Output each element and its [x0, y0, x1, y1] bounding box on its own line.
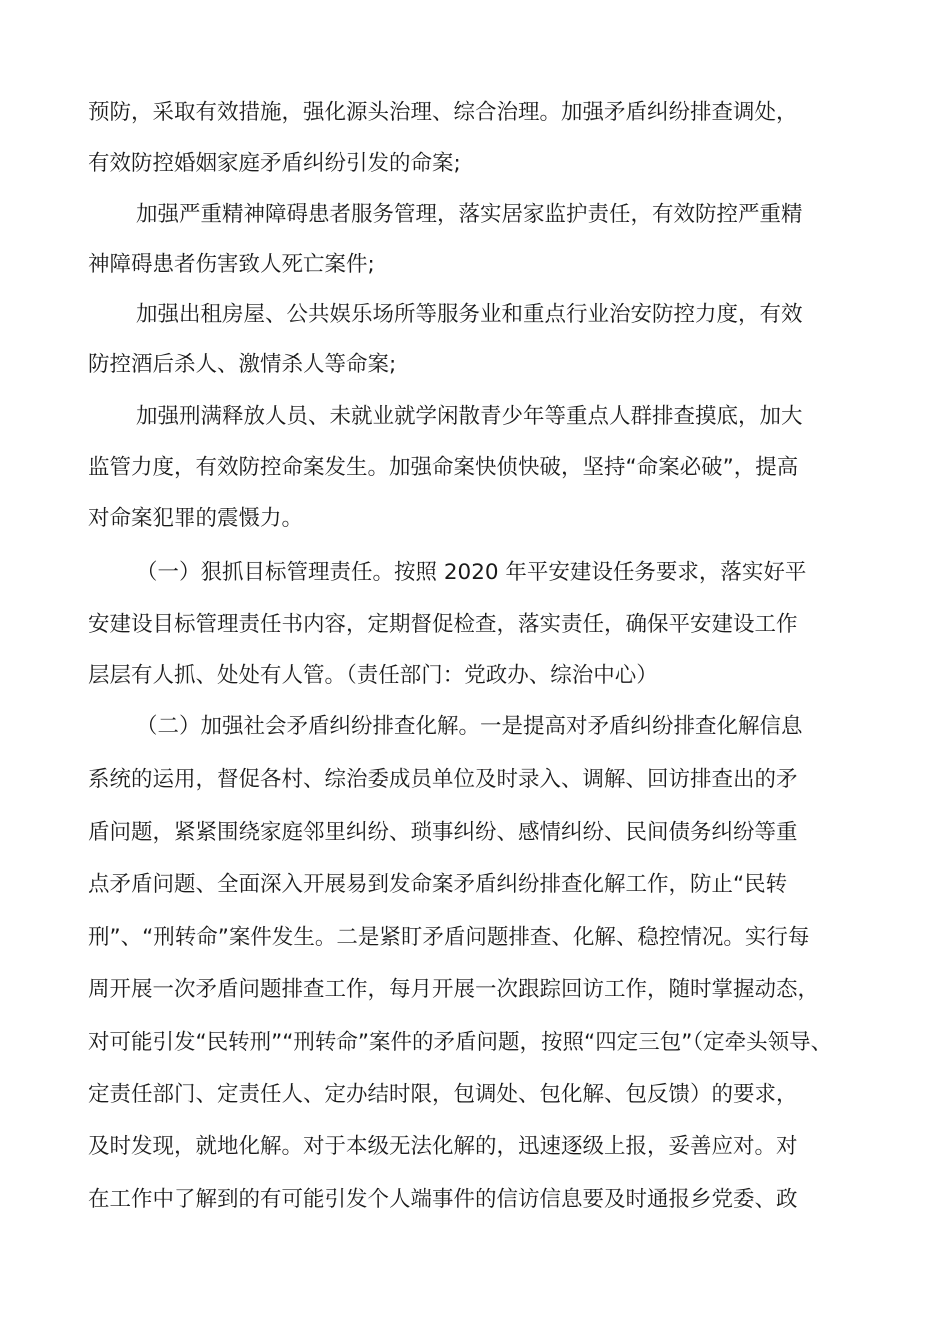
text-line: 加强刑满释放人员、未就业就学闲散青少年等重点人群排查摸底，加大	[136, 404, 803, 429]
text-line: 在工作中了解到的有可能引发个人端事件的信访信息要及时通报乡党委、政	[88, 1187, 798, 1212]
text-line: 点矛盾问题、全面深入开展易到发命案矛盾纠纷排查化解工作，防止“民转	[88, 872, 788, 897]
text-line: 有效防控婚姻家庭矛盾纠纷引发的命案;	[88, 151, 461, 176]
text-line: 周开展一次矛盾问题排查工作，每月开展一次跟踪回访工作，随时掌握动态，	[88, 977, 820, 1002]
text-line: 神障碍患者伤害致人死亡案件;	[88, 252, 375, 277]
text-line: （一）狠抓目标管理责任。按照 2020 年平安建设任务要求，落实好平	[136, 560, 807, 585]
text-line: 加强严重精神障碍患者服务管理，落实居家监护责任，有效防控严重精	[136, 202, 803, 227]
text-line: 预防，采取有效措施，强化源头治理、综合治理。加强矛盾纠纷排查调处，	[88, 100, 798, 125]
text-line: 及时发现，就地化解。对于本级无法化解的，迅速逐级上报，妥善应对。对	[88, 1134, 798, 1159]
text-line: （二）加强社会矛盾纠纷排查化解。一是提高对矛盾纠纷排查化解信息	[136, 714, 803, 739]
text-line: 盾问题，紧紧围绕家庭邻里纠纷、琐事纠纷、感情纠纷、民间债务纠纷等重	[88, 820, 798, 845]
text-line: 对可能引发“民转刑”“刑转命”案件的矛盾问题，按照“四定三包”（定牵头领导、	[88, 1030, 833, 1055]
text-line: 刑”、“刑转命”案件发生。二是紧盯矛盾问题排查、化解、稳控情况。实行每	[88, 925, 810, 950]
text-line: 定责任部门、定责任人、定办结时限，包调处、包化解、包反馈）的要求，	[88, 1082, 798, 1107]
text-line: 监管力度，有效防控命案发生。加强命案快侦快破，坚持“命案必破”，提高	[88, 455, 799, 480]
text-line: 系统的运用，督促各村、综治委成员单位及时录入、调解、回访排查出的矛	[88, 767, 798, 792]
text-line: 安建设目标管理责任书内容，定期督促检查，落实责任，确保平安建设工作	[88, 612, 798, 637]
text-line: 防控酒后杀人、激情杀人等命案;	[88, 352, 397, 377]
text-line: 加强出租房屋、公共娱乐场所等服务业和重点行业治安防控力度，有效	[136, 302, 803, 327]
text-line: 对命案犯罪的震慑力。	[88, 506, 304, 531]
text-line: 层层有人抓、处处有人管。（责任部门：党政办、综治中心）	[88, 663, 658, 688]
